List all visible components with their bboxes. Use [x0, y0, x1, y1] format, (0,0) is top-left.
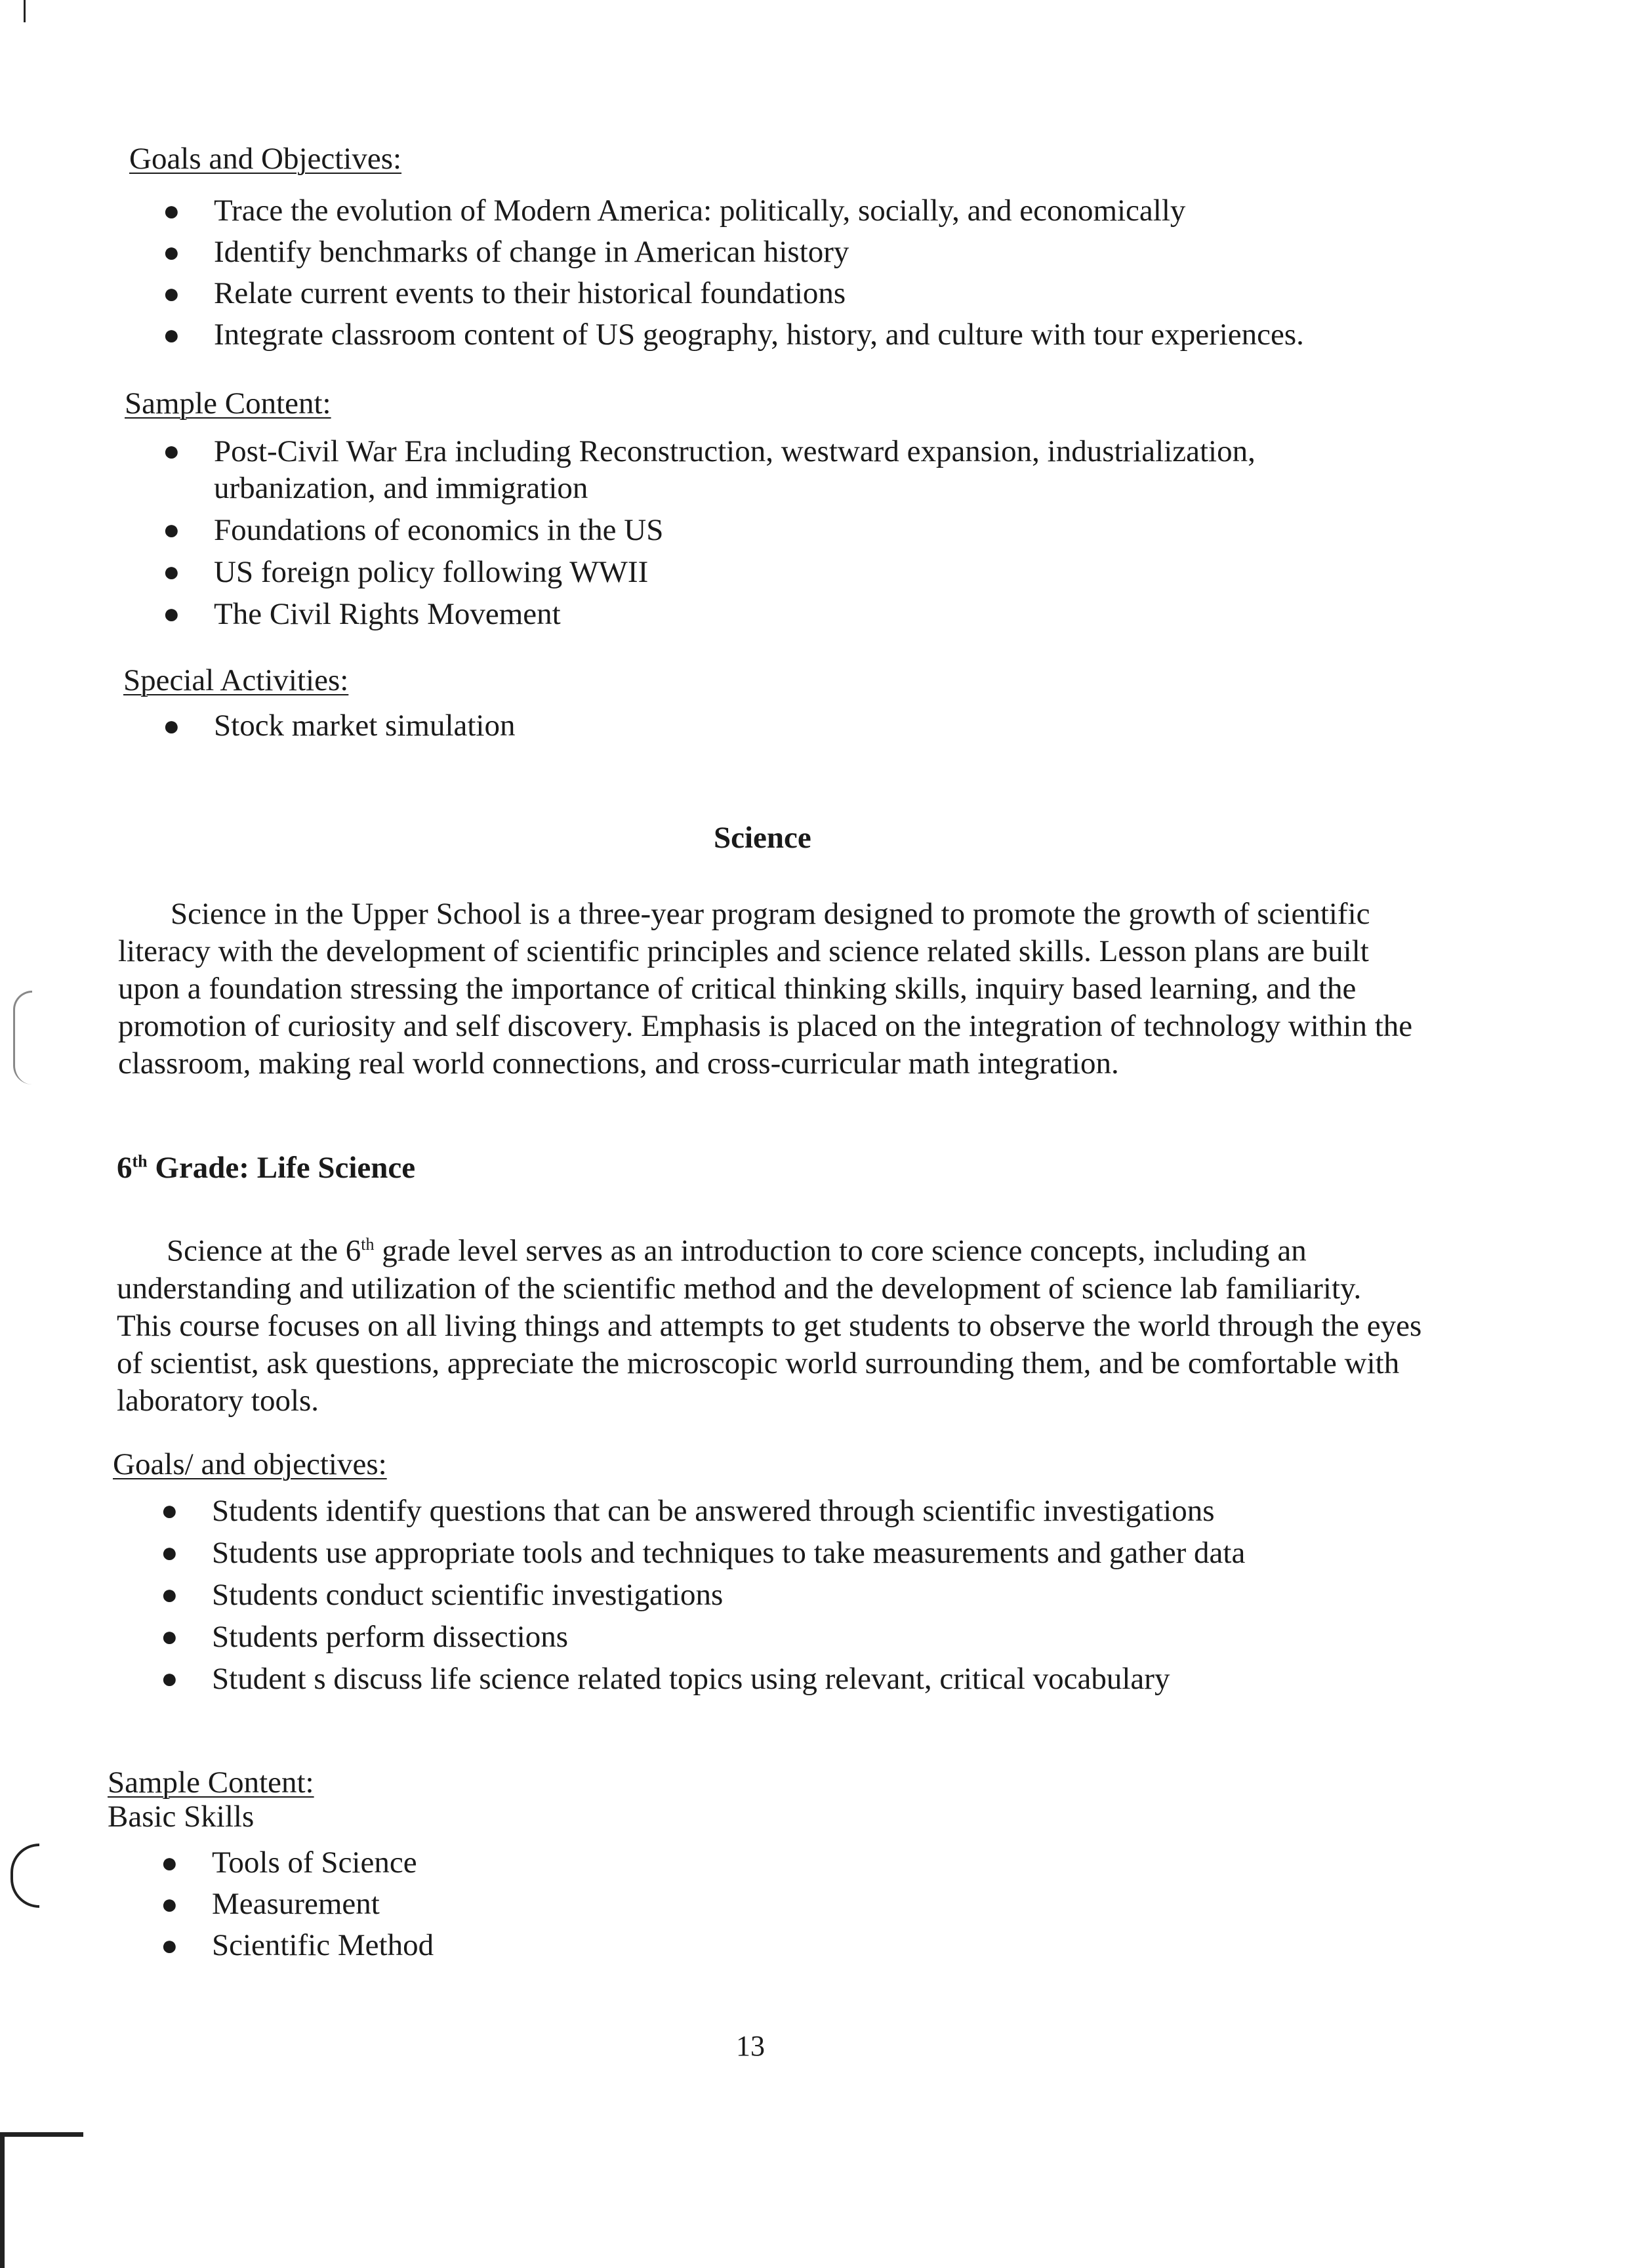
scan-mark-left-lower	[10, 1844, 39, 1908]
special-activities-list	[163, 705, 1343, 747]
bullet-icon: ●	[161, 1536, 178, 1569]
list-item: ● Post-Civil War Era including Reconstruction, westward expansion, industrialization, urbanization, and immigration	[163, 434, 1256, 505]
sample-content-heading: Sample Content:	[125, 386, 331, 421]
basic-skills-list	[161, 1842, 948, 1966]
bullet-icon: ●	[163, 236, 180, 268]
grade-heading-text: Grade: Life Science	[147, 1151, 416, 1185]
bullet-icon: ●	[161, 1620, 178, 1653]
list-item: ● Students use appropriate tools and techniques to take measurements and gather data	[161, 1536, 1246, 1570]
bullet-icon: ●	[161, 1888, 178, 1920]
grade-para-rest: grade level serves as an introduction to core science concepts, including an understanding and utilization of the scientific method and the development of science lab familiarity. This course focuses on all living things and attempts to get students to observe the world through the eyes of scientist, ask questions, appreciate the microscopic world surrounding them, and be comfortable with laboratory tools.	[117, 1233, 1422, 1418]
bullet-icon: ●	[161, 1847, 178, 1879]
science-goals-heading: Goals/ and objectives:	[113, 1447, 387, 1481]
list-item: ● Stock market simulation	[163, 705, 1343, 747]
bullet-icon: ●	[161, 1578, 178, 1611]
grade-para-start: Science at the 6	[167, 1233, 361, 1268]
page-number: 13	[736, 2030, 765, 2062]
bullet-icon: ●	[163, 598, 180, 630]
scan-mark-top-left	[24, 0, 26, 22]
grade-number: 6	[117, 1151, 133, 1185]
list-item: ● Identify benchmarks of change in American history	[163, 232, 1540, 273]
list-item: ● Tools of Science	[161, 1842, 948, 1884]
bullet-icon: ●	[163, 278, 180, 310]
history-sample-list	[163, 433, 1357, 632]
list-item: ● Trace the evolution of Modern America: politically, socially, and economically	[163, 190, 1540, 232]
scan-corner-bottom-left	[0, 2132, 83, 2268]
bullet-icon: ●	[161, 1929, 178, 1962]
grade-para-suffix: th	[361, 1235, 375, 1254]
science-title: Science	[714, 821, 811, 855]
bullet-icon: ●	[163, 556, 180, 588]
list-item: ● Students conduct scientific investigations	[161, 1578, 724, 1612]
grade-six-heading	[117, 1150, 415, 1186]
bullet-icon: ●	[163, 319, 180, 351]
list-item: ● The Civil Rights Movement	[163, 597, 561, 631]
list-item: ● Integrate classroom content of US geography, history, and culture with tour experiences.	[163, 314, 1540, 356]
grade-suffix: th	[132, 1151, 148, 1171]
special-activities-heading: Special Activities:	[123, 663, 349, 697]
scan-mark-left-middle	[13, 991, 32, 1084]
list-item: ● Measurement	[161, 1884, 948, 1925]
science-goals-list	[161, 1493, 1289, 1697]
science-sample-heading: Sample Content:	[108, 1765, 314, 1800]
bullet-icon: ●	[161, 1662, 178, 1695]
basic-skills-label: Basic Skills	[108, 1800, 255, 1834]
list-item: ● Relate current events to their historical foundations	[163, 273, 1540, 314]
grade-six-paragraph	[117, 1226, 1422, 1420]
list-item: ● Foundations of economics in the US	[163, 513, 664, 547]
science-intro-paragraph: Science in the Upper School is a three-year program designed to promote the growth of scientific literacy with the development of scientific principles and science related skills. Lesson plans are built upon a foundation stressing the importance of critical thinking skills, inquiry based learning, and the promotion of curiosity and self discovery. Emphasis is placed on the integration of technology within the classroom, making real world connections, and cross-curricular math integration.	[118, 897, 1413, 1081]
list-item: ● Scientific Method	[161, 1925, 948, 1966]
history-goals-list	[163, 190, 1540, 356]
list-item: ● US foreign policy following WWII	[163, 555, 649, 589]
goals-objectives-heading: Goals and Objectives:	[129, 142, 402, 176]
bullet-icon: ●	[163, 710, 180, 742]
list-item: ● Students identify questions that can be answered through scientific investigations	[161, 1494, 1215, 1528]
list-item: ● Student s discuss life science related topics using relevant, critical vocabulary	[161, 1662, 1170, 1696]
list-item: ● Students perform dissections	[161, 1620, 569, 1654]
bullet-icon: ●	[163, 195, 180, 227]
bullet-icon: ●	[163, 435, 180, 467]
bullet-icon: ●	[161, 1495, 178, 1527]
bullet-icon: ●	[163, 514, 180, 546]
